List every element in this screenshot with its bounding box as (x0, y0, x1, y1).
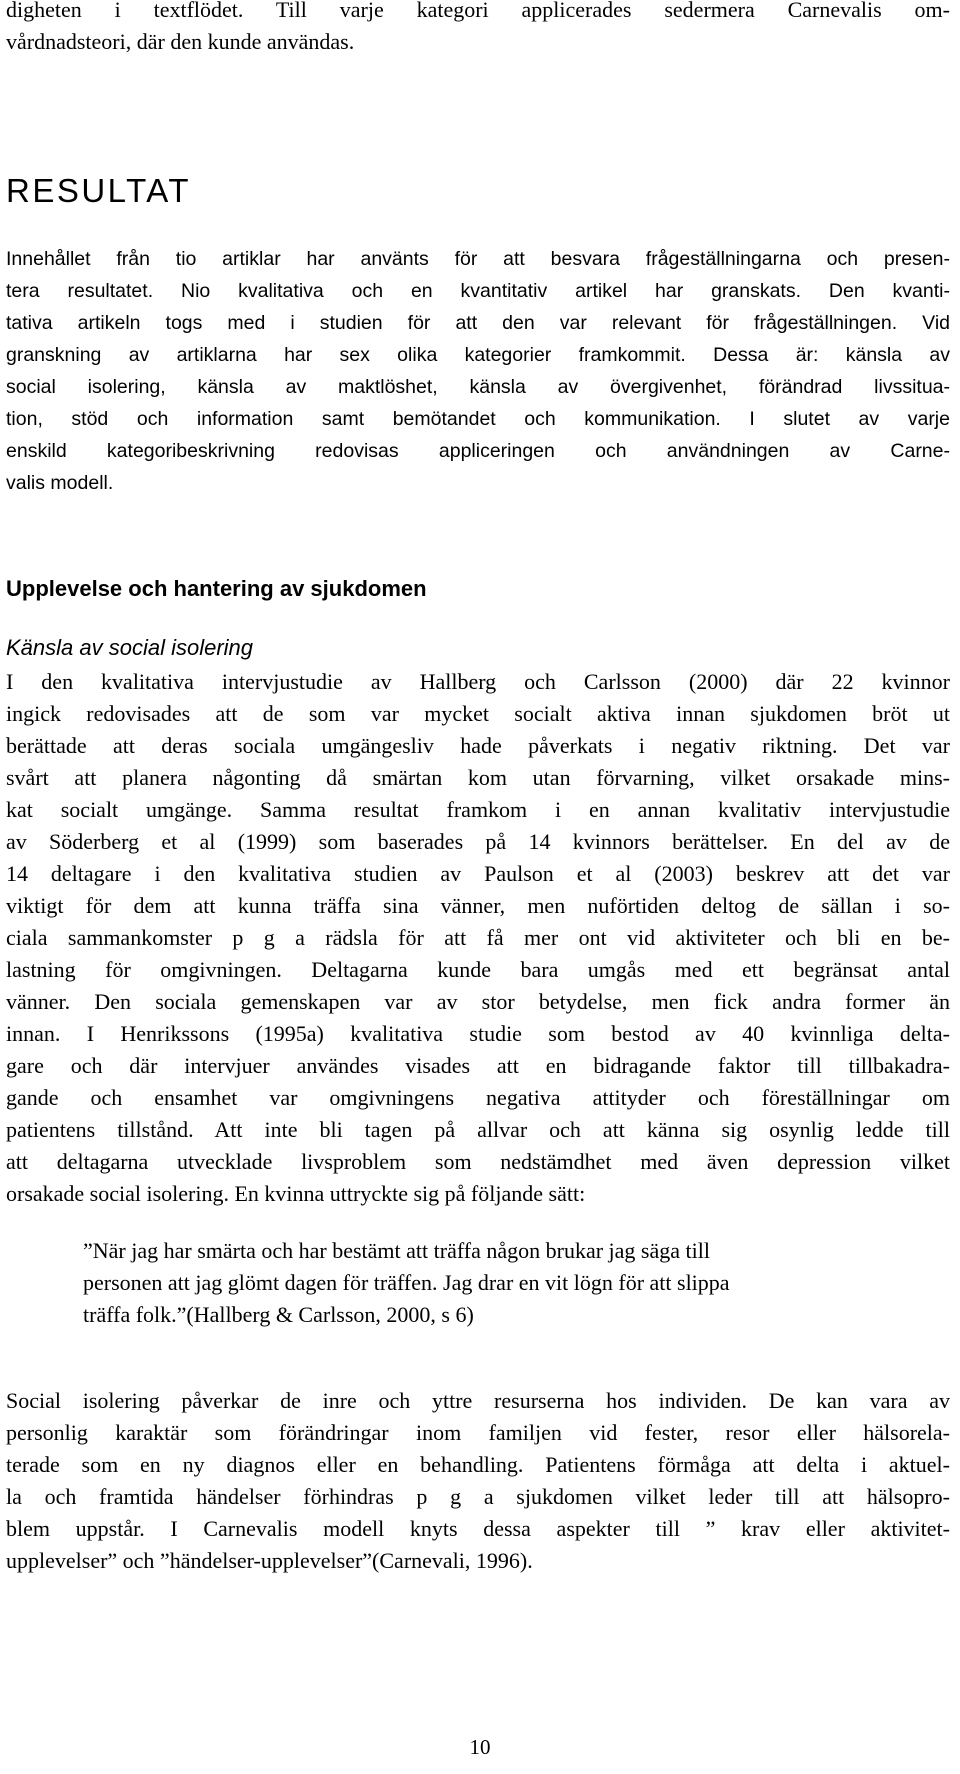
text-line: svårt att planera någonting då smärtan kom utan förvarning, vilket orsakade mins- (6, 765, 950, 790)
text-line: tion, stöd och information samt bemötandet och kommunikation. I slutet av varje (6, 408, 950, 430)
text-line: att deltagarna utvecklade livsproblem som nedstämdhet med även depression vilket (6, 1149, 950, 1174)
text-line: I den kvalitativa intervjustudie av Hallberg och Carlsson (2000) där 22 kvinnor (6, 669, 950, 694)
text-line: Social isolering påverkar de inre och yttre resurserna hos individen. De kan vara av (6, 1388, 950, 1413)
text-line: kat socialt umgänge. Samma resultat framkom i en annan kvalitativ intervjustudie (6, 797, 950, 822)
text-line: berättade att deras sociala umgängesliv hade påverkats i negativ riktning. Det var (6, 733, 950, 758)
text-line: ciala sammankomster p g a rädsla för att få mer ont vid aktiviteter och bli en be- (6, 925, 950, 950)
intro-paragraph (6, 0, 950, 58)
text-line: tativa artikeln togs med i studien för att den var relevant för frågeställningen. Vid (6, 312, 950, 334)
text-line: tera resultatet. Nio kvalitativa och en kvantitativ artikel har granskats. Den kvanti- (6, 280, 950, 302)
text-line: vänner. Den sociala gemenskapen var av stor betydelse, men fick andra former än (6, 989, 950, 1014)
block-quote (83, 1235, 943, 1331)
text-line: terade som en ny diagnos eller en behandling. Patientens förmåga att delta i aktuel- (6, 1452, 950, 1477)
text-line: lastning för omgivningen. Deltagarna kunde bara umgås med ett begränsat antal (6, 957, 950, 982)
subsection-subheading: Känsla av social isolering (6, 635, 254, 660)
quote-line: ”När jag har smärta och har bestämt att träffa någon brukar jag säga till (83, 1238, 710, 1263)
text-line: av Söderberg et al (1999) som baserades på 14 kvinnors berättelser. En del av de (6, 829, 950, 854)
text-line: enskild kategoribeskrivning redovisas appliceringen och användningen av Carne- (6, 440, 950, 462)
subsection-heading: Upplevelse och hantering av sjukdomen (6, 576, 427, 601)
body-paragraph (6, 666, 950, 1210)
section-paragraph (6, 243, 950, 499)
body-paragraph-2 (6, 1385, 950, 1577)
text-line: orsakade social isolering. En kvinna uttryckte sig på följande sätt: (6, 1181, 586, 1206)
text-line: social isolering, känsla av maktlöshet, känsla av övergivenhet, förändrad livssitua- (6, 376, 950, 398)
text-line: ingick redovisades att de som var mycket socialt aktiva innan sjukdomen bröt ut (6, 701, 950, 726)
text-line: granskning av artiklarna har sex olika kategorier framkommit. Dessa är: känsla av (6, 344, 950, 366)
text-line: la och framtida händelser förhindras p g a sjukdomen vilket leder till att hälsopro- (6, 1484, 950, 1509)
quote-line: träffa folk.”(Hallberg & Carlsson, 2000, s 6) (83, 1302, 474, 1327)
text-line: blem uppstår. I Carnevalis modell knyts dessa aspekter till ” krav eller aktivitet- (6, 1516, 950, 1541)
text-line: gare och där intervjuer användes visades att en bidragande faktor till tillbakadra- (6, 1053, 950, 1078)
text-line: gande och ensamhet var omgivningens negativa attityder och föreställningar om (6, 1085, 950, 1110)
text-line: patientens tillstånd. Att inte bli tagen på allvar och att känna sig osynlig ledde till (6, 1117, 950, 1142)
text-line: 14 deltagare i den kvalitativa studien av Paulson et al (2003) beskrev att det var (6, 861, 950, 886)
text-line: viktigt för dem att kunna träffa sina vänner, men nuförtiden deltog de sällan i so- (6, 893, 950, 918)
text-line: vårdnadsteori, där den kunde användas. (6, 29, 355, 54)
quote-line: personen att jag glömt dagen för träffen. Jag drar en vit lögn för att slippa (83, 1270, 730, 1295)
text-line: valis modell. (6, 472, 114, 494)
text-line: upplevelser” och ”händelser-upplevelser”(Carnevali, 1996). (6, 1548, 533, 1573)
text-line: personlig karaktär som förändringar inom familjen vid fester, resor eller hälsorela- (6, 1420, 950, 1445)
text-line: innan. I Henrikssons (1995a) kvalitativa studie som bestod av 40 kvinnliga delta- (6, 1021, 950, 1046)
page-number: 10 (469, 1735, 491, 1759)
text-line: Innehållet från tio artiklar har använts för att besvara frågeställningarna och presen- (6, 248, 950, 270)
text-line: digheten i textflödet. Till varje kategori applicerades sedermera Carnevalis om- (6, 0, 950, 22)
section-title: RESULTAT (6, 172, 192, 209)
